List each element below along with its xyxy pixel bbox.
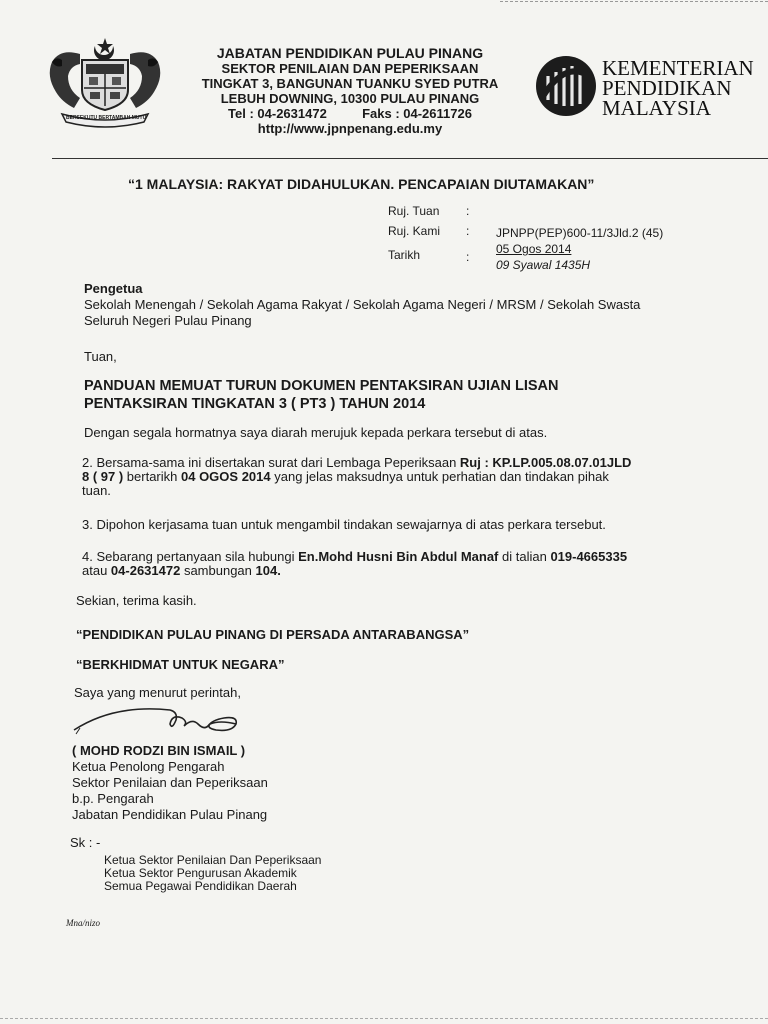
paragraph-4-line-2 [82,564,281,578]
signatory-on-behalf: b.p. Pengarah [72,791,154,806]
sign-off: Saya yang menurut perintah, [74,685,241,700]
initials: Mna/nizo [66,918,101,928]
address-line-1: TINGKAT 3, BANGUNAN TUANKU SYED PUTRA [201,76,499,91]
motto-2: “BERKHIDMAT UNTUK NEGARA” [76,657,285,672]
address-line-2: LEBUH DOWNING, 10300 PULAU PINANG [220,91,480,106]
ruj-kami-value: JPNPP(PEP)600-11/3Jld.2 (45) [496,226,664,240]
sk-item: Ketua Sektor Pengurusan Akademik [104,866,297,880]
date-hijri: 09 Syawal 1435H [496,258,591,272]
fax: Faks : 04-2611726 [362,106,472,121]
paragraph-2-text: yang jelas maksudnya untuk perhatian dan tindakan pihak [270,469,609,484]
contact-mobile: 019-4665335 [550,549,628,564]
scan-edge-bottom [0,1018,768,1019]
subject-line-2: PENTAKSIRAN TINGKATAN 3 ( PT3 ) TAHUN 2014 [84,396,426,412]
tarikh-label: Tarikh [388,248,421,262]
telephone: Tel : 04-2631472 [228,106,327,121]
slogan: “1 MALAYSIA: RAKYAT DIDAHULUKAN. PENCAPAIAN DIUTAMAKAN” [128,176,595,192]
department-name: JABATAN PENDIDIKAN PULAU PINANG [216,45,484,61]
ministry-line-3: MALAYSIA [602,96,711,120]
contact-office: 04-2631472 [110,563,181,578]
signature [72,700,292,744]
sk-item: Ketua Sektor Penilaian Dan Peperiksaan [104,853,322,867]
subject-line-1: PANDUAN MEMUAT TURUN DOKUMEN PENTAKSIRAN UJIAN LISAN [84,378,559,394]
header-divider [52,158,768,159]
motto-1: “PENDIDIKAN PULAU PINANG DI PERSADA ANTARABANGSA” [76,627,470,642]
paragraph-4-text: sambungan [180,563,256,578]
contact-person: En.Mohd Husni Bin Abdul Manaf [298,549,499,564]
sector-name: SEKTOR PENILAIAN DAN PEPERIKSAAN [221,61,479,76]
paragraph-2-text: 2. Bersama-sama ini disertakan surat dari Lembaga Peperiksaan [82,455,460,470]
recipient-line-2: Seluruh Negeri Pulau Pinang [84,313,252,328]
ministry-logo-icon [534,54,598,118]
signatory-name: ( MOHD RODZI BIN ISMAIL ) [72,743,246,758]
paragraph-4-line-1 [82,550,627,564]
recipient-line-1: Sekolah Menengah / Sekolah Agama Rakyat / Sekolah Agama Negeri / MRSM / Sekolah Swasta [84,297,641,312]
sk-item: Semua Pegawai Pendidikan Daerah [104,879,297,893]
website-link: http://www.jpnpenang.edu.my [257,121,443,136]
paragraph-3: 3. Dipohon kerjasama tuan untuk mengambil tindakan sewajarnya di atas perkara tersebut. [82,517,606,532]
paragraph-4-text: di talian [498,549,551,564]
ruj-tuan-colon: : [466,204,470,218]
signatory-department: Jabatan Pendidikan Pulau Pinang [72,807,268,822]
paragraph-4-text: 4. Sebarang pertanyaan sila hubungi [82,549,299,564]
paragraph-1: Dengan segala hormatnya saya diarah merujuk kepada perkara tersebut di atas. [84,425,548,440]
ruj-kami-colon: : [466,224,470,238]
signatory-sector: Sektor Penilaian dan Peperiksaan [72,775,268,790]
paragraph-2-text: bertarikh [123,469,181,484]
reference-number: Ruj : KP.LP.005.08.07.01JLD [459,455,632,470]
paragraph-2-line-3: tuan. [82,483,111,498]
coat-of-arms-motto: BERSEKUTU BERTAMBAH MUTU [66,115,147,121]
contact-extension: 104. [255,563,281,578]
reference-number-suffix: 8 ( 97 ) [82,469,124,484]
recipient-title: Pengetua [84,281,143,296]
signatory-title: Ketua Penolong Pengarah [72,759,225,774]
ministry-line-1: KEMENTERIAN [602,56,754,80]
closing: Sekian, terima kasih. [76,593,197,608]
ruj-kami-label: Ruj. Kami [388,224,441,238]
letter-date: 04 OGOS 2014 [181,469,271,484]
letterhead [180,46,520,136]
ruj-tuan-label: Ruj. Tuan [388,204,440,218]
contact-line [180,106,520,121]
date-gregorian: 05 Ogos 2014 [496,242,572,256]
scan-edge-top [500,1,768,2]
tarikh-colon: : [466,250,470,264]
paragraph-4-text: atau [82,563,111,578]
paragraph-2-line-1 [82,456,631,470]
ministry-name [602,58,754,118]
sk-label: Sk : - [70,835,101,850]
salutation: Tuan, [84,349,117,364]
ministry-line-2: PENDIDIKAN [602,76,732,100]
paragraph-2-line-2 [82,470,609,484]
